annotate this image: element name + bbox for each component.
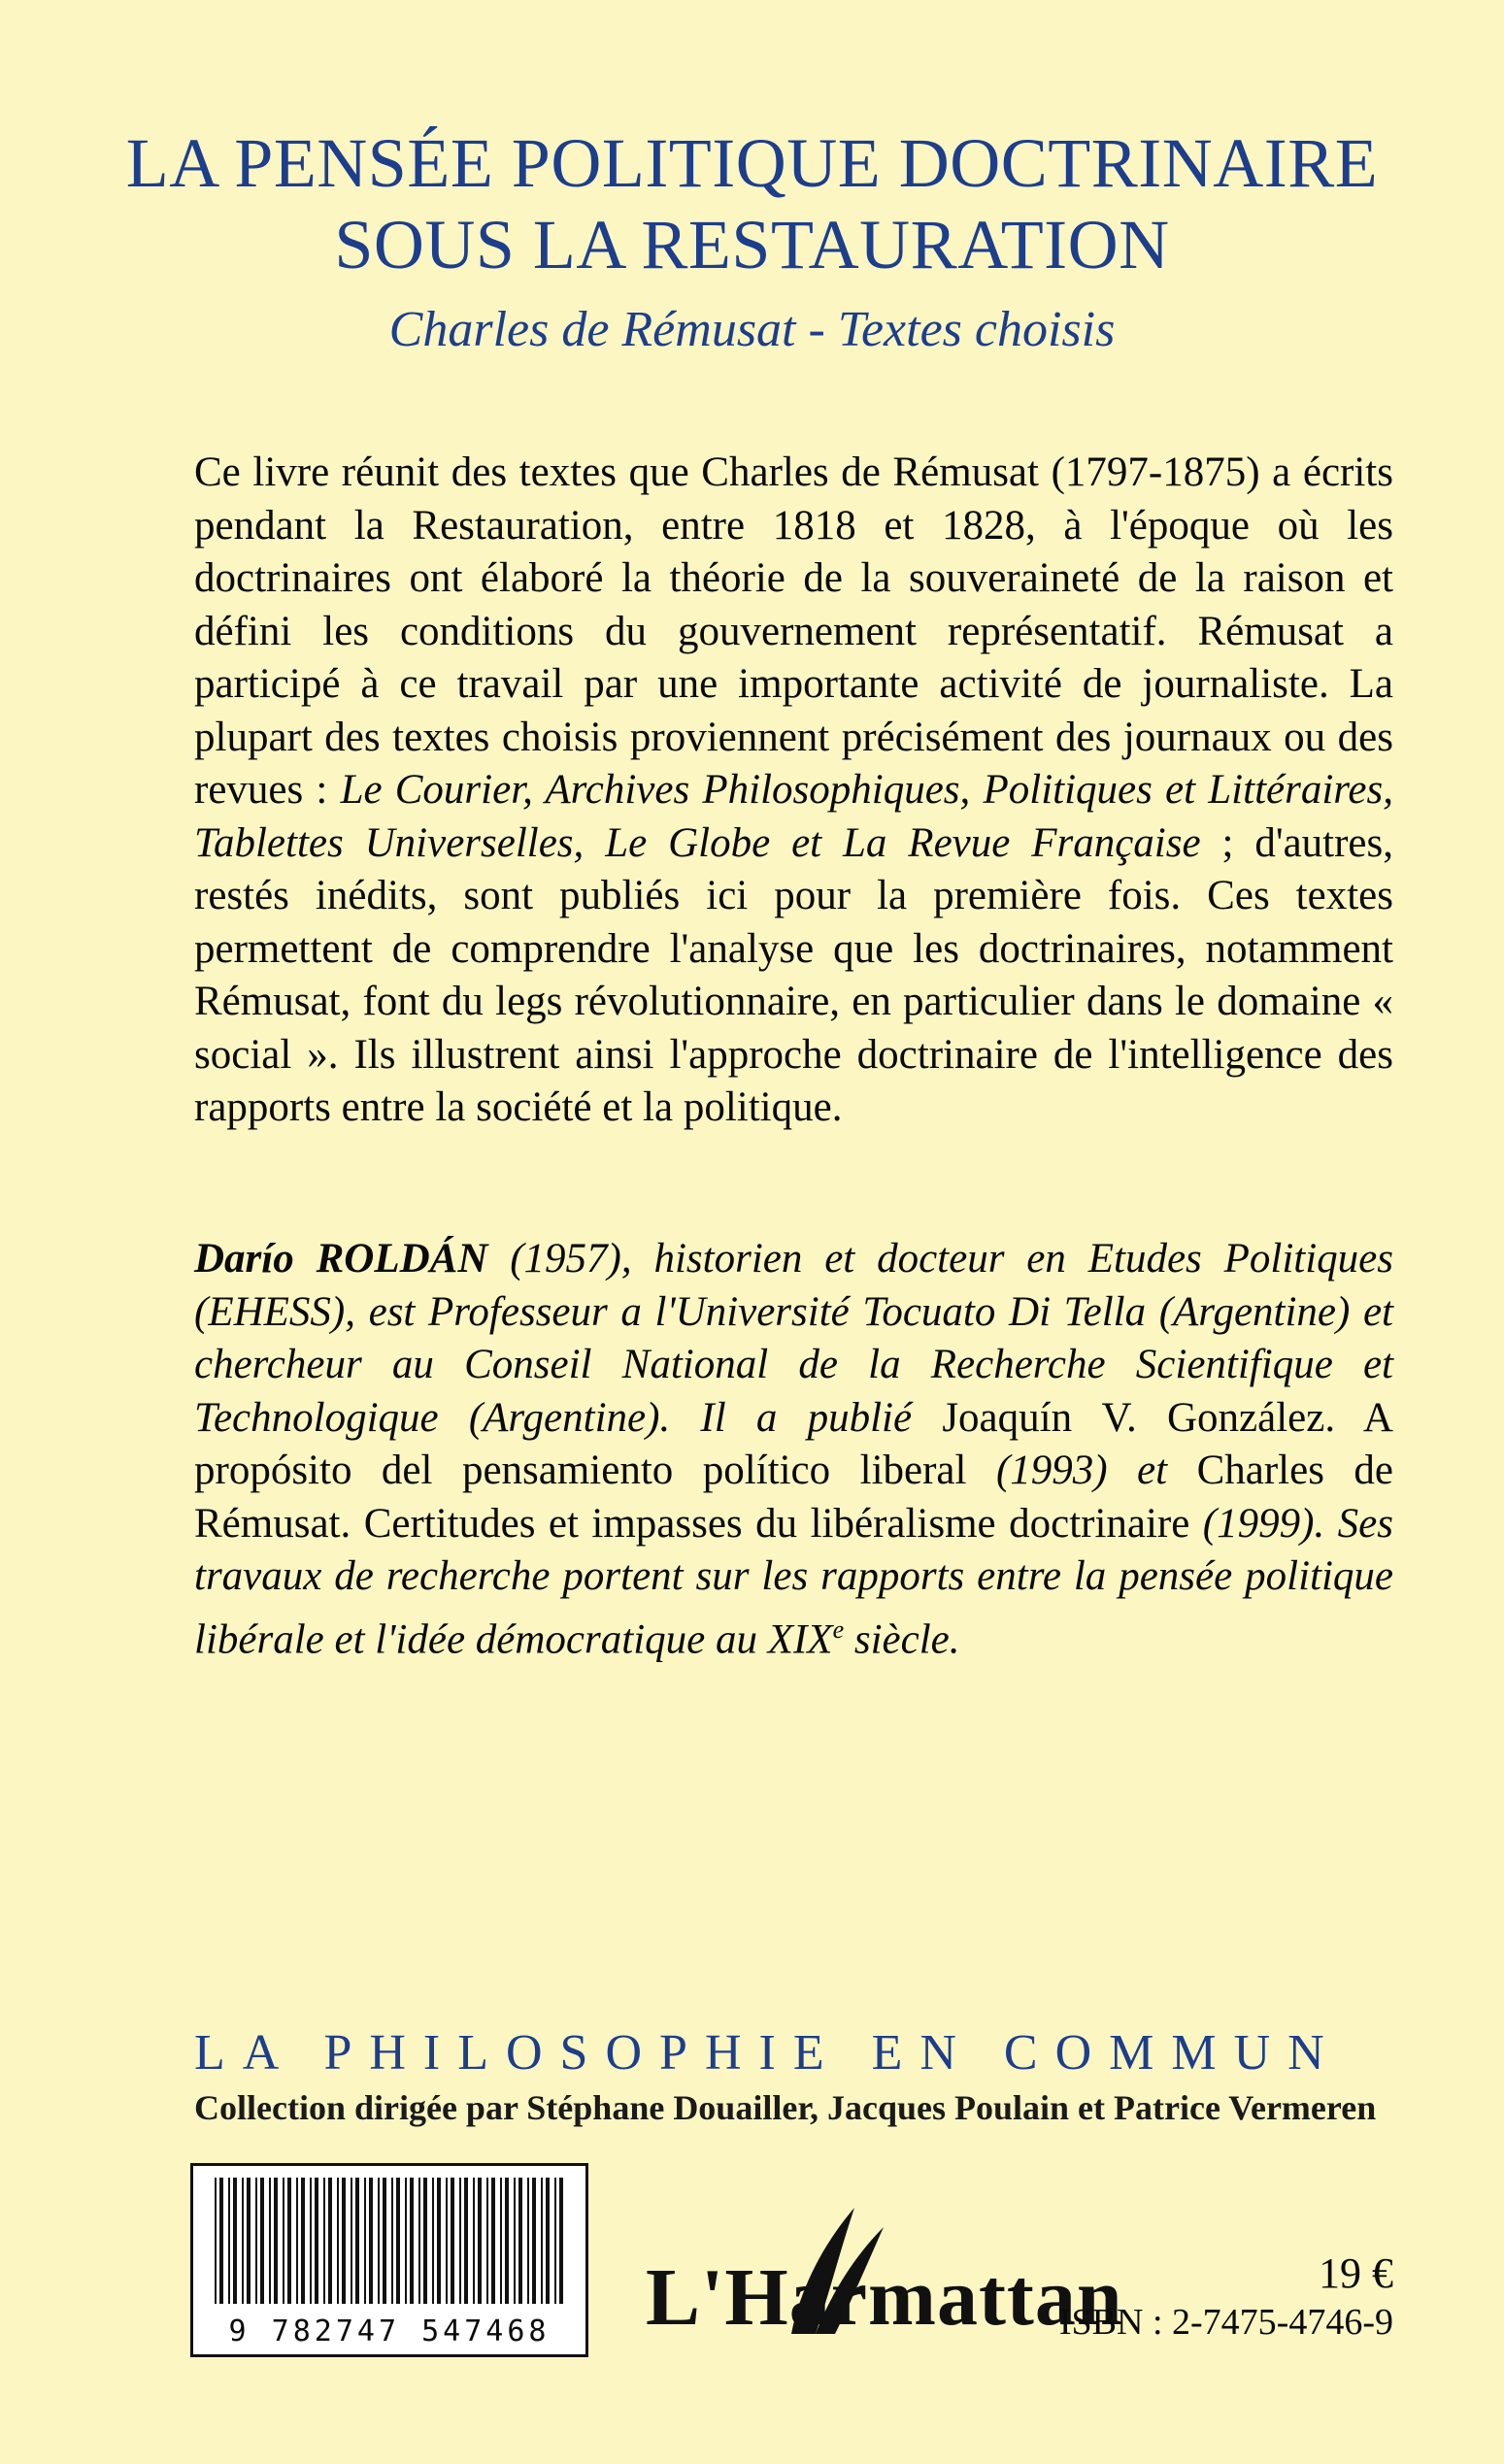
- journal-list: Le Courier, Archives Philosophiques, Politiques et Littéraires, Tablettes Universelles, Le Globe et La Revue Française: [194, 767, 1393, 866]
- title-line-2: SOUS LA RESTAURATION: [334, 206, 1170, 283]
- author-intro: (1957), historien et docteur en Etudes Politiques (EHESS), est Professeur a l'Université Tocuato Di Tella (Argentine) et chercheur au Conseil National de la Recherche Scientifique et Technologique (Argentine). Il a publié: [194, 1236, 1393, 1441]
- century-superscript: e: [832, 1615, 845, 1644]
- barcode: [190, 2163, 588, 2357]
- book-year-1: (1993) et: [966, 1448, 1197, 1493]
- collection-directors: Collection dirigée par Stéphane Douailler, Jacques Poulain et Patrice Vermeren: [194, 2088, 1377, 2127]
- author-end: siècle.: [844, 1615, 960, 1662]
- author-outro: (1999). Ses travaux de recherche portent sur les rapports entre la pensée politique libérale et l'idée démocratique au XIX: [194, 1500, 1393, 1662]
- summary-part-2: ; d'autres, restés inédits, sont publiés ici pour la première fois. Ces textes permettent de comprendre l'analyse que les doctrinaires, notamment Rémusat, font du legs révolutionnaire, en particulier dans le domaine « social ». Ils illustrent ainsi l'approche doctrinaire de l'intelligence des rapports entre la société et la politique.: [194, 819, 1393, 1130]
- series-name: LA PHILOSOPHIE EN COMMUN: [194, 2025, 1342, 2081]
- subtitle: Charles de Rémusat - Textes choisis: [388, 302, 1116, 357]
- book-title-1: Joaquín V. González. A propósito del pensamiento político liberal: [194, 1394, 1393, 1493]
- title-line-1: LA PENSÉE POLITIQUE DOCTRINAIRE: [125, 124, 1379, 202]
- author-bio: [194, 1233, 1393, 1666]
- publisher-name: L'Harmattan: [646, 2252, 1123, 2343]
- barcode-bars-icon: [211, 2178, 570, 2314]
- barcode-digits: 9 782747 547468: [228, 2314, 551, 2348]
- summary-part-1: Ce livre réunit des textes que Charles de Rémusat (1797-1875) a écrits pendant la Restauration, entre 1818 et 1828, à l'époque où les doctrinaires ont élaboré la théorie de la souveraineté de la raison et défini les conditions du gouvernement représentatif. Rémusat a participé à ce travail par une importante activité de journaliste. La plupart des textes choisis proviennent précisément des journaux ou des revues :: [194, 450, 1393, 813]
- price: 19 €: [1319, 2249, 1393, 2297]
- author-name: Darío ROLDÁN: [194, 1236, 488, 1282]
- isbn: ISBN : 2-7475-4746-9: [1058, 2302, 1393, 2343]
- summary-paragraph: [194, 447, 1393, 1135]
- book-title-2: Charles de Rémusat. Certitudes et impasses du libéralisme doctrinaire: [194, 1448, 1393, 1547]
